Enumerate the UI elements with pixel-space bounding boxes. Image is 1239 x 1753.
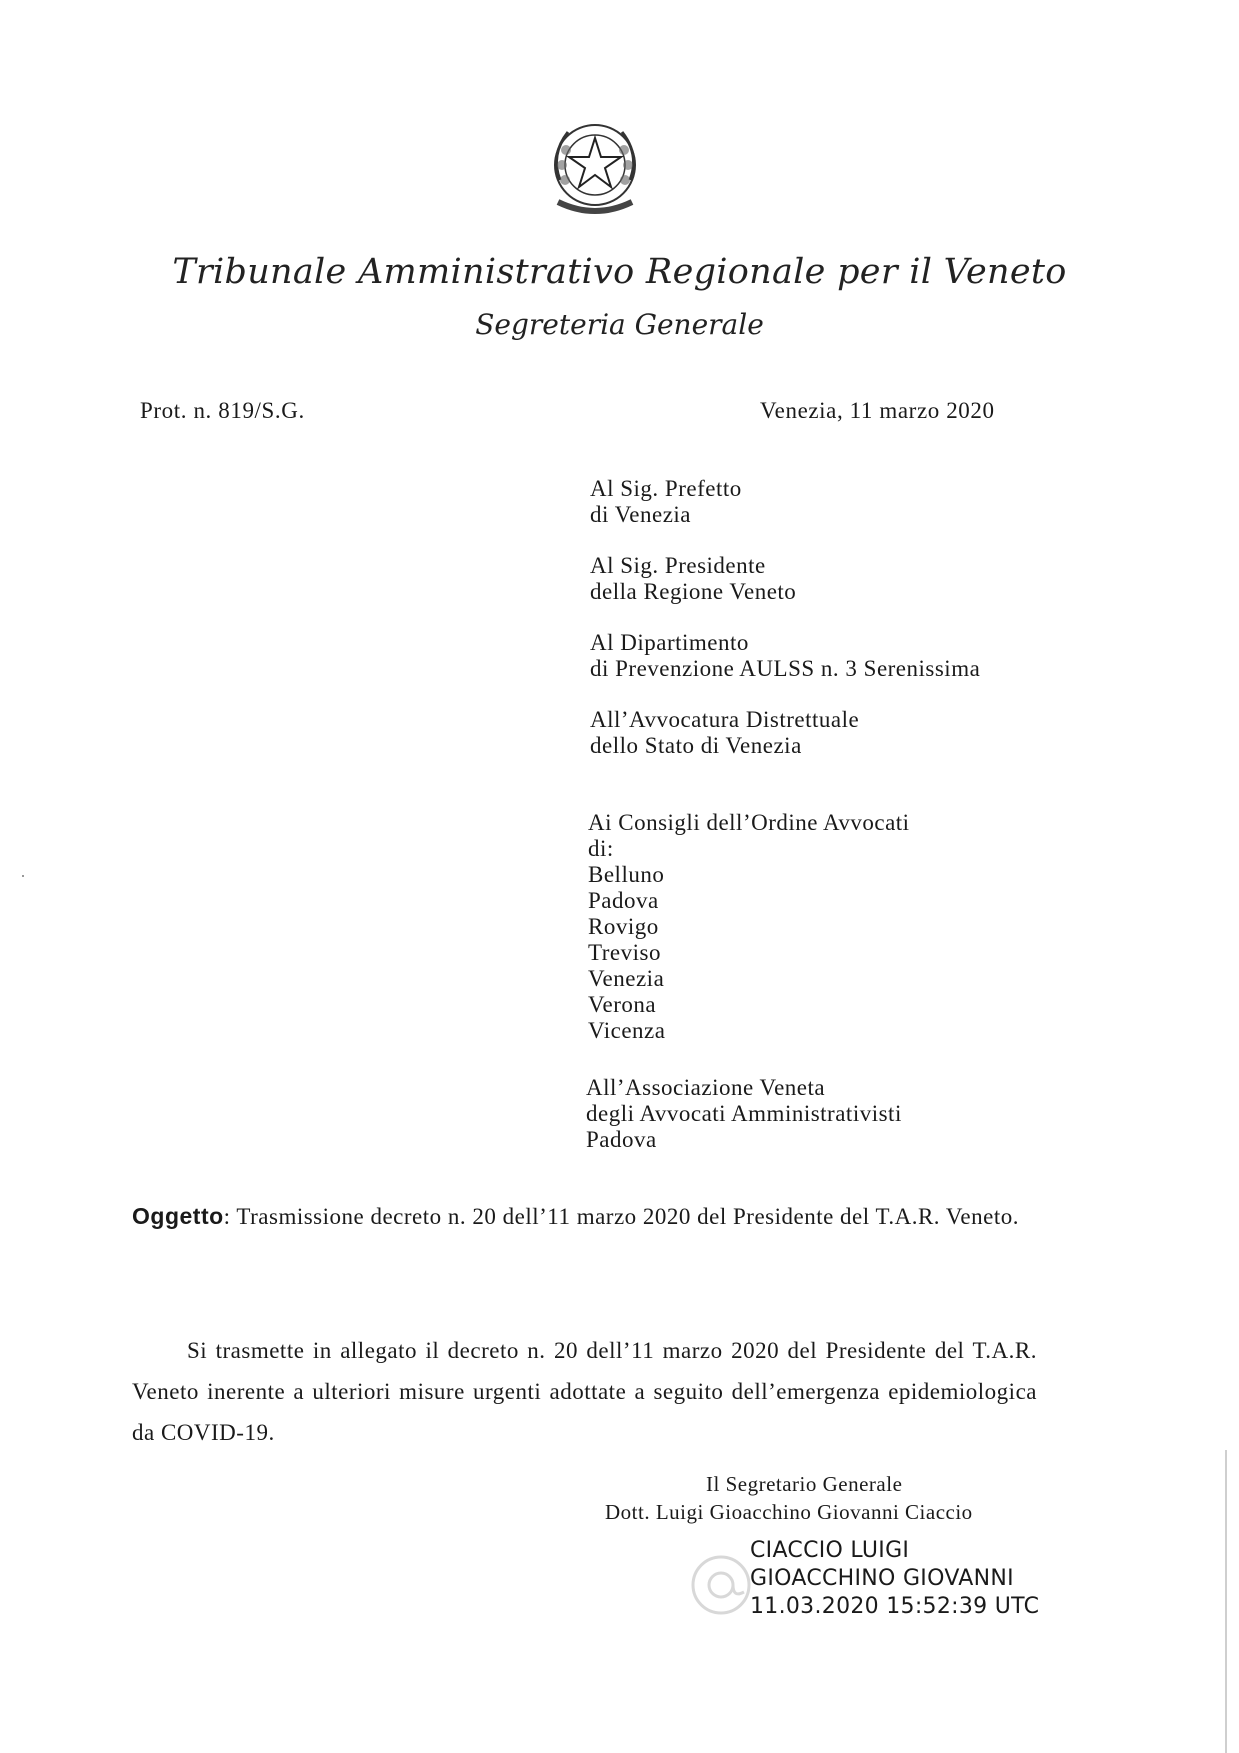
body-paragraph: Si trasmette in allegato il decreto n. 20 dell’11 marzo 2020 del Presidente del T.A.R. Veneto inerente a ulteriori misure urgenti adottate a seguito dell’emergenza epidemiologica da COVID-19. bbox=[132, 1338, 1037, 1445]
recipient-line: di Venezia bbox=[590, 502, 692, 527]
digital-signature-line: 11.03.2020 15:52:39 UTC bbox=[750, 1594, 1040, 1619]
protocol-number: Prot. n. 819/S.G. bbox=[140, 398, 305, 423]
recipient-line: Padova bbox=[588, 888, 659, 913]
scan-artifact-dot bbox=[22, 875, 24, 877]
recipient-line: All’Associazione Veneta bbox=[586, 1075, 826, 1100]
place-date: Venezia, 11 marzo 2020 bbox=[760, 398, 995, 423]
recipient-block bbox=[590, 476, 742, 528]
recipient-line: di Prevenzione AULSS n. 3 Serenissima bbox=[590, 656, 981, 681]
recipient-line: di: bbox=[588, 836, 614, 861]
signatory-role: Il Segretario Generale bbox=[706, 1472, 903, 1496]
recipient-line: degli Avvocati Amministrativisti bbox=[586, 1101, 902, 1126]
italian-republic-emblem-icon bbox=[540, 110, 650, 230]
digital-signature-line: GIOACCHINO GIOVANNI bbox=[750, 1566, 1014, 1591]
recipient-block bbox=[590, 630, 980, 682]
recipient-line: Al Dipartimento bbox=[590, 630, 749, 655]
recipient-line: dello Stato di Venezia bbox=[590, 733, 802, 758]
recipient-line: Ai Consigli dell’Ordine Avvocati bbox=[588, 810, 910, 835]
subject-label: Oggetto bbox=[132, 1203, 224, 1229]
recipient-line: Belluno bbox=[588, 862, 665, 887]
office-subtitle: Segreteria Generale bbox=[475, 308, 764, 341]
recipient-line: All’Avvocatura Distrettuale bbox=[590, 707, 860, 732]
recipient-line: Al Sig. Prefetto bbox=[590, 476, 742, 501]
digital-signature-text bbox=[750, 1537, 1039, 1621]
digital-signature-seal-icon bbox=[686, 1550, 756, 1620]
recipient-block bbox=[590, 707, 859, 759]
recipient-line: Vicenza bbox=[588, 1018, 666, 1043]
recipient-line: Verona bbox=[588, 992, 657, 1017]
recipient-block bbox=[588, 810, 910, 1044]
recipient-line: Rovigo bbox=[588, 914, 659, 939]
recipient-line: Padova bbox=[586, 1127, 657, 1152]
recipient-block bbox=[586, 1075, 902, 1153]
recipient-line: Venezia bbox=[588, 966, 665, 991]
digital-signature-line: CIACCIO LUIGI bbox=[750, 1538, 910, 1563]
recipient-line: della Regione Veneto bbox=[590, 579, 797, 604]
office-title: Tribunale Amministrativo Regionale per il Veneto bbox=[172, 252, 1067, 292]
subject-text: : Trasmissione decreto n. 20 dell’11 marzo 2020 del Presidente del T.A.R. Veneto. bbox=[223, 1204, 1019, 1229]
subject-line bbox=[132, 1202, 1042, 1231]
recipient-line: Al Sig. Presidente bbox=[590, 553, 766, 578]
signatory-name: Dott. Luigi Gioacchino Giovanni Ciaccio bbox=[605, 1500, 973, 1524]
recipient-line: Treviso bbox=[588, 940, 661, 965]
recipient-block bbox=[590, 553, 796, 605]
scan-edge-divider bbox=[1225, 1450, 1227, 1753]
